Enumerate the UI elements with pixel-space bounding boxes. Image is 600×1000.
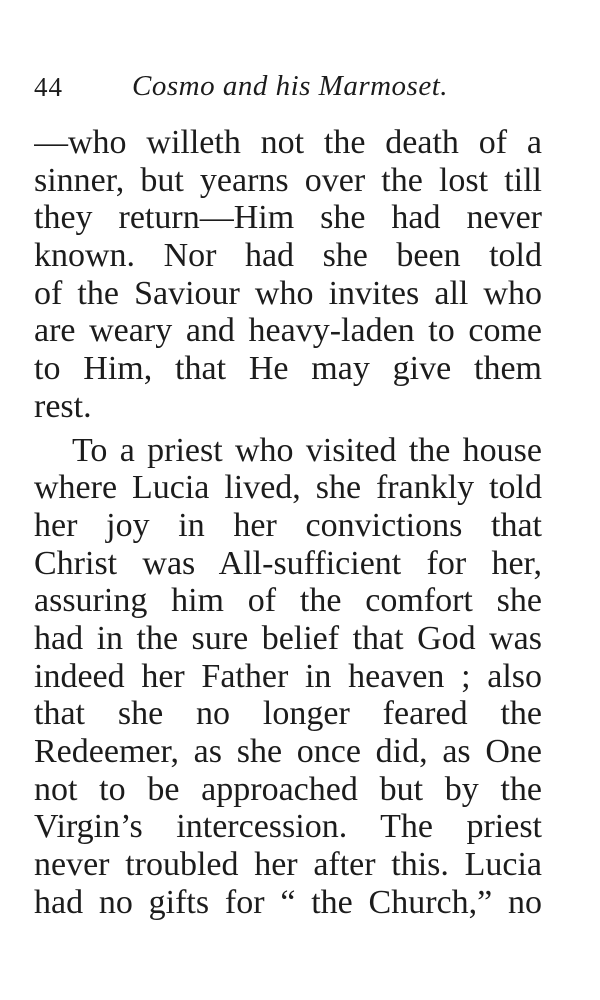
text-line: To a priest who visited the house [72,431,542,469]
paragraph-1 [34,124,542,426]
text-line: indeed her Father in heaven ; also [34,657,542,695]
text-line: —who willeth not the death of a [34,124,542,161]
text-line: sinner, but yearns over the lost till [34,161,542,199]
text-line: known. Nor had she been told [34,237,542,275]
text-line: not to be approached but by the [34,770,542,808]
text-line: are weary and heavy-laden to come [34,312,542,350]
text-line: had no gifts for “ the Church,” no [34,883,542,921]
text-line: Virgin’s intercession. The priest [34,808,542,846]
text-line: her joy in her convictions that [34,506,542,544]
page-header [34,68,554,112]
text-line: Christ was All-sufficient for her, [34,544,542,582]
text-line: Redeemer, as she once did, as One [34,733,542,770]
paragraph-2 [34,432,542,922]
text-line: never troubled her after this. Lucia [34,846,542,884]
text-line: had in the sure belief that God was [34,619,542,657]
page-number: 44 [34,72,63,102]
text-line: they return—Him she had never [34,199,542,237]
text-line: assuring him of the comfort she [34,582,542,620]
body-text [34,124,542,921]
text-line: where Lucia lived, she frankly told [34,469,542,507]
text-line: of the Saviour who invites all who [34,274,542,312]
running-title: Cosmo and his Marmoset. [132,70,449,102]
text-line: rest. [34,387,92,425]
text-line: that she no longer feared the [34,695,542,733]
text-line: to Him, that He may give them [34,350,542,388]
